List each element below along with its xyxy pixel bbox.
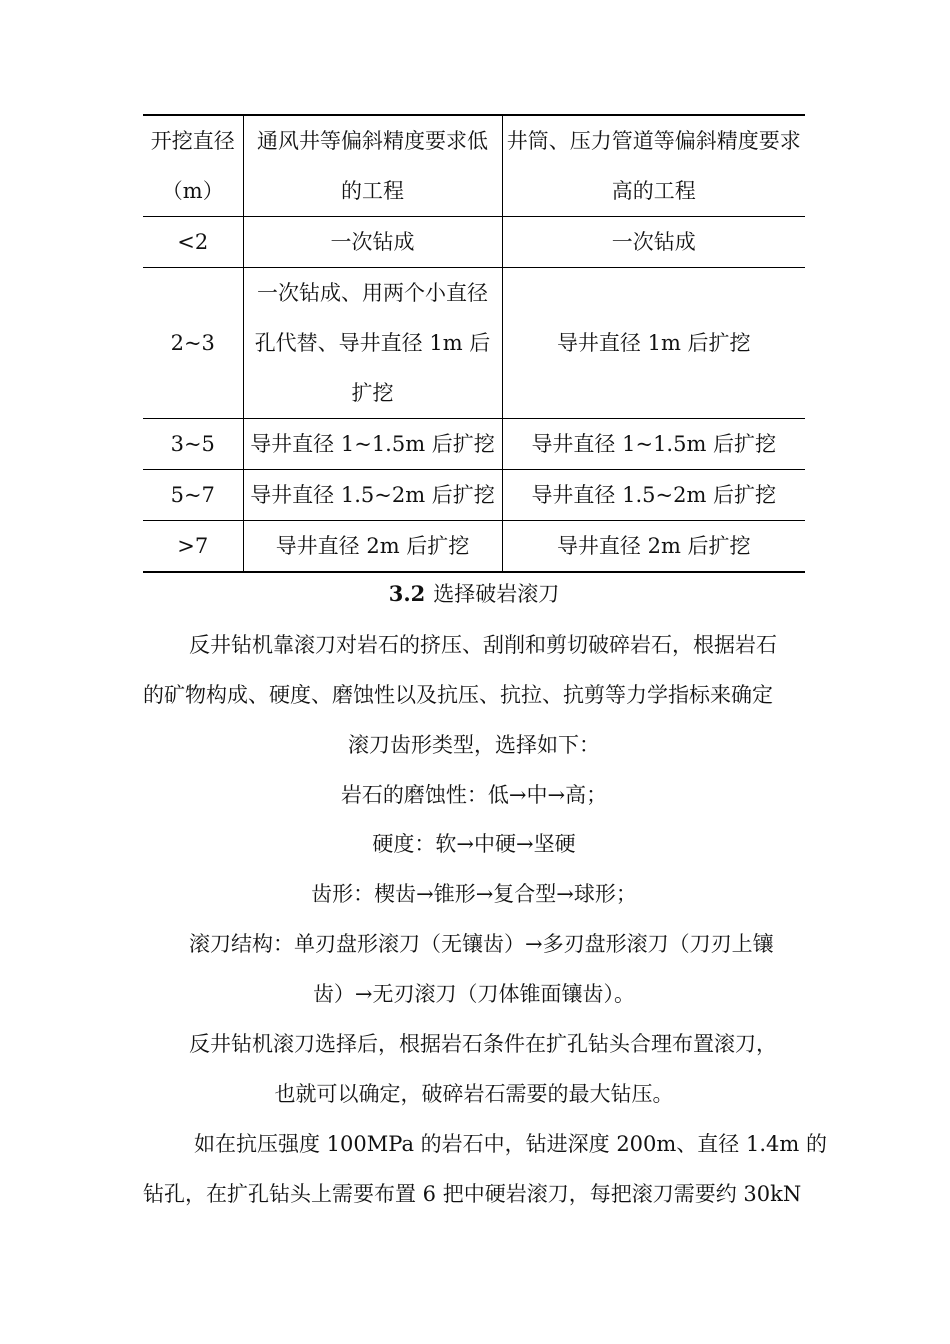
header-cell-low-precision: 通风井等偏斜精度要求低的工程 <box>243 115 502 217</box>
paragraph-line: 钻孔，在扩孔钻头上需要布置 6 把中硬岩滚刀，每把滚刀需要约 30kN <box>143 1182 802 1206</box>
table-row <box>143 419 805 470</box>
table-cell: 一次钻成 <box>502 217 805 268</box>
section-title: 选择破岩滚刀 <box>433 582 560 606</box>
diameter-method-table <box>143 114 805 573</box>
paragraph-line: 的矿物构成、硬度、磨蚀性以及抗压、抗拉、抗剪等力学指标来确定 <box>143 683 773 707</box>
hardness-line: 硬度：软→中硬→坚硬 <box>372 832 576 856</box>
table-cell: 导井直径 1~1.5m 后扩挖 <box>502 419 805 470</box>
table-cell: 导井直径 1.5~2m 后扩挖 <box>243 470 502 521</box>
table-row <box>143 470 805 521</box>
table-cell: <2 <box>143 217 243 268</box>
table-cell: 导井直径 1.5~2m 后扩挖 <box>502 470 805 521</box>
table-cell: 导井直径 2m 后扩挖 <box>243 521 502 573</box>
table-cell: 一次钻成、用两个小直径孔代替、导井直径 1m 后扩挖 <box>243 268 502 419</box>
section-heading <box>143 579 805 609</box>
table-cell: 导井直径 2m 后扩挖 <box>502 521 805 573</box>
table-cell: >7 <box>143 521 243 573</box>
table-cell: 3~5 <box>143 419 243 470</box>
section-number: 3.2 <box>388 581 426 606</box>
table-cell: 5~7 <box>143 470 243 521</box>
table-row <box>143 217 805 268</box>
tooth-shape-line: 齿形：楔齿→锥形→复合型→球形； <box>311 882 637 906</box>
table-cell: 一次钻成 <box>243 217 502 268</box>
paragraph-line: 反井钻机靠滚刀对岩石的挤压、刮削和剪切破碎岩石，根据岩石 <box>189 633 777 657</box>
table-cell: 2~3 <box>143 268 243 419</box>
header-cell-high-precision: 井筒、压力管道等偏斜精度要求高的工程 <box>502 115 805 217</box>
table-header-row <box>143 115 805 217</box>
table-cell: 导井直径 1m 后扩挖 <box>502 268 805 419</box>
table-row <box>143 268 805 419</box>
paragraph-line: 滚刀齿形类型，选择如下： <box>348 733 600 757</box>
abrasion-line: 岩石的磨蚀性：低→中→高； <box>340 783 608 807</box>
header-cell-diameter: 开挖直径（m） <box>150 129 235 203</box>
table-row <box>143 521 805 573</box>
cutter-structure-line: 齿）→无刃滚刀（刀体锥面镶齿）。 <box>312 982 636 1006</box>
paragraph-line: 反井钻机滚刀选择后，根据岩石条件在扩孔钻头合理布置滚刀， <box>189 1032 777 1056</box>
cutter-structure-line: 滚刀结构：单刃盘形滚刀（无镶齿）→多刃盘形滚刀（刀刃上镶 <box>189 932 774 956</box>
table-cell: 导井直径 1~1.5m 后扩挖 <box>243 419 502 470</box>
paragraph-line: 如在抗压强度 100MPa 的岩石中，钻进深度 200m、直径 1.4m 的 <box>194 1132 827 1156</box>
paragraph-line: 也就可以确定，破碎岩石需要的最大钻压。 <box>274 1082 674 1106</box>
